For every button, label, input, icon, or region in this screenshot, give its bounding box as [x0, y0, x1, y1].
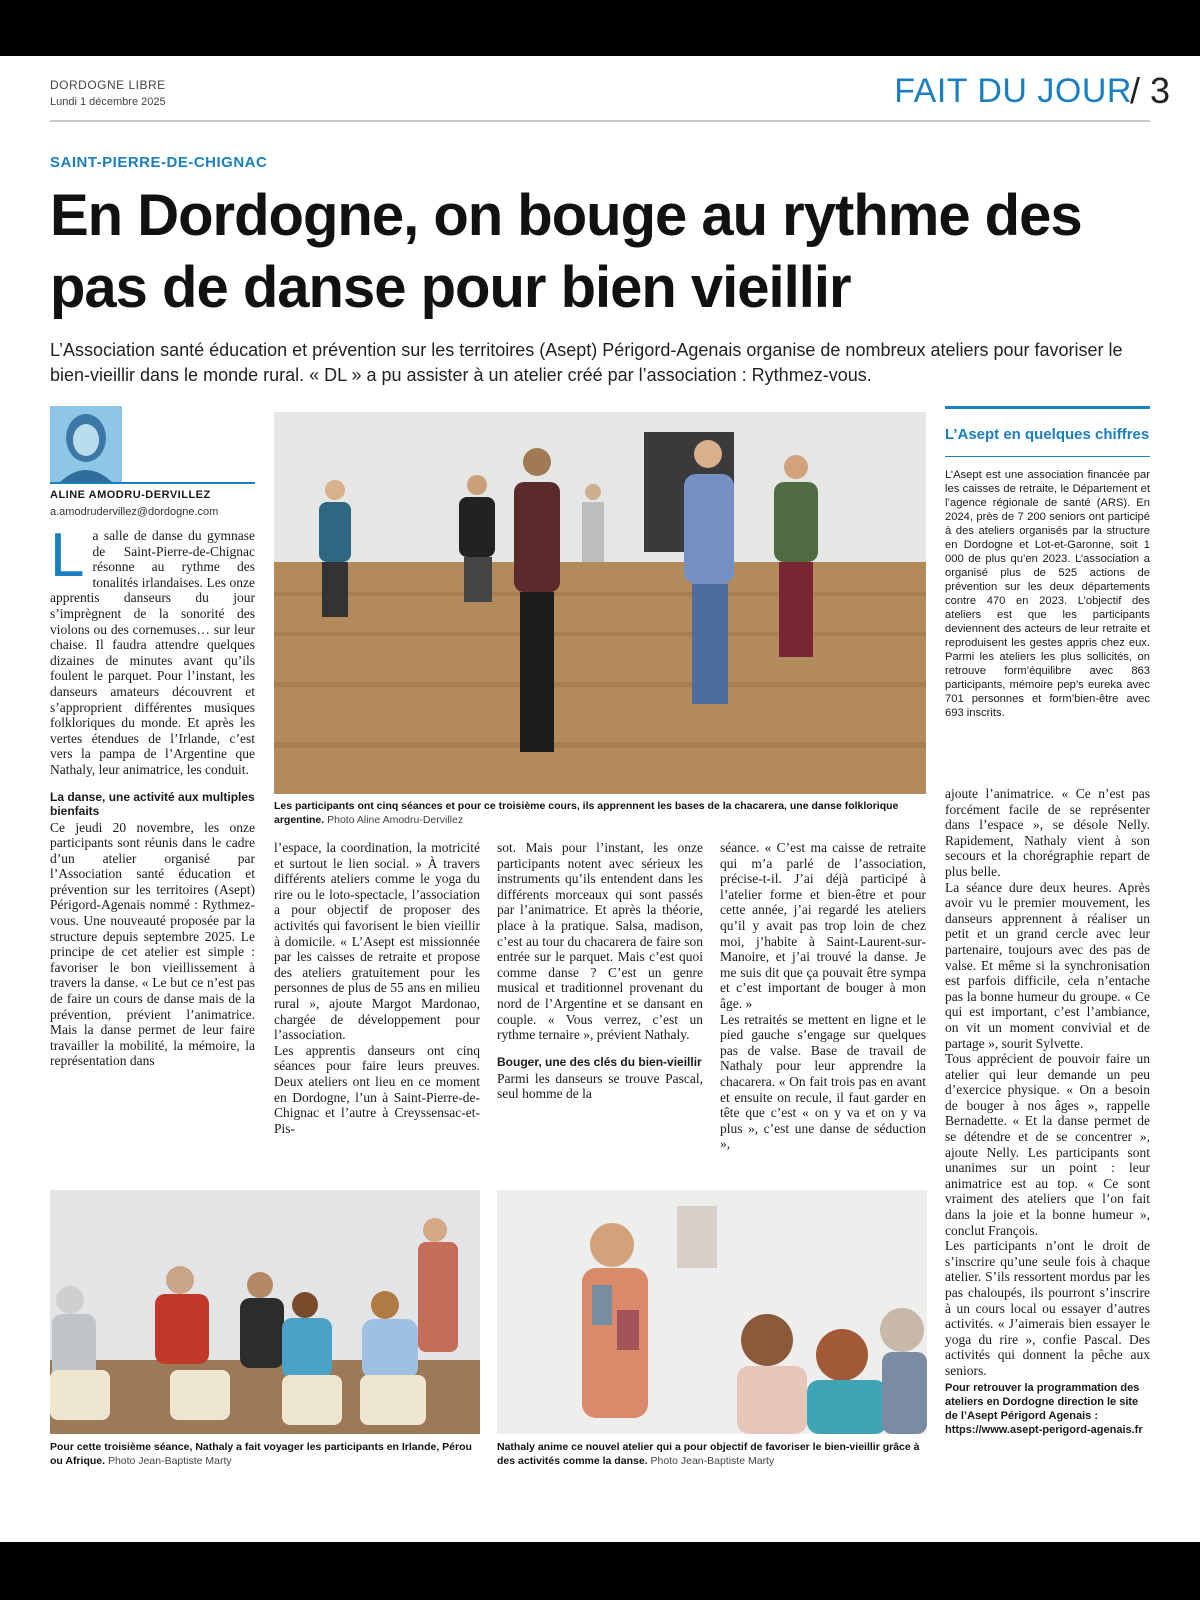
- publication-date: Lundi 1 décembre 2025: [50, 96, 166, 108]
- caption-text: Pour cette troisième séance, Nathaly a fait voyager les participants en Irlande, Pérou ou Afrique.: [50, 1441, 472, 1467]
- article-column-3: [497, 840, 703, 1102]
- sidebar-text: L’Asept est une association financée par les caisses de retraite, le Département et l’agence régionale de santé (ARS). En 2024, près de 7 200 seniors ont participé à des ateliers organisés par la structure en Dordogne et Lot-et-Garonne, soit 1 000 de plus qu’en 2023. L’association a organisé plus de 525 actions de prévention sur les deux départements contre 470 en 2023. L’objectif des ateliers est que les participants deviennent des acteurs de leur retraite et reproduisent les gestes appris chez eux. Parmi les ateliers les plus sollicités, on retrouve form’équilibre avec 863 participants, mémoire pep’s eureka avec 701 personnes et form’bien-être avec 693 inscrits.: [945, 469, 1150, 719]
- article-column-4: [720, 840, 926, 1152]
- author-rule: [50, 482, 255, 484]
- photo-credit: Photo Jean-Baptiste Marty: [107, 1455, 232, 1467]
- article-paragraph: sot. Mais pour l’instant, les onze participants notent avec sérieux les instruments qu’ils entendent dans les différents morceaux qui sont passés par l’animatrice. Et après la théorie, place à la pratique. Salsa, madison, c’est au tour du chacarera de faire son entrée sur le parquet. Mais c’est quoi comme danse ? C’est un genre musical et traditionnel provenant du nord de l’Argentine et se dansant en couple. « Vous verrez, c’est un rythme ternaire », prévient Nathaly.: [497, 840, 703, 1043]
- article-subheading: Bouger, une des clés du bien-vieillir: [497, 1054, 702, 1069]
- article-headline: En Dordogne, on bouge au rythme des pas de danse pour bien vieillir: [50, 183, 1082, 320]
- publication-name: DORDOGNE LIBRE: [50, 78, 166, 92]
- article-paragraph: a salle de danse du gymnase de Saint-Pierre-de-Chignac résonne au rythme des tonalités irlandaises. Les onze apprentis danseurs du jour s’imprègnent de la sonorité des violons ou des cornemuses… sur leur chaise. Il faudra attendre quelques dizaines de minutes avant qu’ils foulent le parquet. Pour l’instant, les danseurs amateurs découvrent et s’approprient différentes musiques folkloriques du monde. Et après les vertes étendues de l’Irlande, c’est vers la pampa de l’Argentine que Nathaly, leur animatrice, les conduit.: [50, 528, 255, 777]
- caption-text: Nathaly anime ce nouvel atelier qui a pour objectif de favoriser le bien-vieillir grâce à des activités comme la danse.: [497, 1441, 920, 1467]
- article-column-5: [945, 786, 1150, 1437]
- right-photo-caption: [497, 1440, 927, 1468]
- newspaper-page: [0, 56, 1200, 1542]
- photo-animator-clapping: [497, 1190, 927, 1434]
- article-paragraph: ajoute l’animatrice. « Ce n’est pas forcément facile de se représenter dans l’espace », se désole Nelly. Rapidement, Nathaly vient à son secours et la chorégraphie repart de plus belle.: [945, 786, 1150, 879]
- article-kicker: SAINT-PIERRE-DE-CHIGNAC: [50, 154, 268, 171]
- article-paragraph: l’espace, la coordination, la motricité et surtout le lien social. » À travers différents ateliers comme le yoga du rire ou le loto-spectacle, l’association a pour objectif de proposer des activités qui favorisent le bien vieillir à domicile. « L’Asept est missionnée par les caisses de retraite et propose des ateliers gratuitement pour les personnes de plus de 55 ans en milieu rural », ajoute Margot Mardonao, chargée de développement pour l’association.: [274, 840, 480, 1043]
- article-paragraph: Tous apprécient de pouvoir faire un atelier qui leur demande un peu d’exercice physique. « On a besoin de bouger à nos âges », rappelle Bernadette. « Et la danse permet de se détendre et de se concentrer », ajoute Nelly. Les participants sont unanimes sur un point : leur animatrice est au top. « Ce sont vraiment des ateliers que l’on fait dans la joie et la bonne humeur », conclut François.: [945, 1051, 1150, 1238]
- masthead-rule: [50, 120, 1150, 122]
- page-number: / 3: [1129, 70, 1170, 111]
- article-column-2: [274, 840, 480, 1136]
- main-photo-caption: [274, 799, 926, 827]
- caption-text: Les participants ont cinq séances et pour ce troisième cours, ils apprennent les bases de la chacarera, une danse folklorique argentine.: [274, 800, 899, 826]
- article-paragraph: Parmi les danseurs se trouve Pascal, seul homme de la: [497, 1070, 703, 1102]
- photo-credit: Photo Jean-Baptiste Marty: [650, 1455, 775, 1467]
- sidebar-top-rule: [945, 406, 1150, 409]
- article-paragraph: Les participants n’ont le droit de s’inscrire qu’une seule fois à chaque atelier. S’ils ressortent mordus par les pas chaloupés, ils pourront s’inscrire à un cours local ou essayer d’autres activités. « J’aimerais bien essayer le yoga du rire », confie Pascal. Des activités qui donnent la pêche aux seniors.: [945, 1238, 1150, 1378]
- author-portrait: [50, 406, 122, 484]
- photo-credit: Photo Aline Amodru-Dervillez: [327, 814, 464, 826]
- section-title: FAIT DU JOUR: [894, 72, 1132, 110]
- sidebar-title: L’Asept en quelques chiffres: [945, 426, 1150, 443]
- author-email: a.amodrudervillez@dordogne.com: [50, 506, 219, 518]
- article-standfirst: L’Association santé éducation et prévention sur les territoires (Asept) Périgord-Agenais organise de nombreux ateliers pour favoriser le bien-vieillir dans le monde rural. « DL » a pu assister à un atelier créé par l’association : Rythmez-vous.: [50, 340, 1123, 385]
- author-name: ALINE AMODRU-DERVILLEZ: [50, 489, 211, 501]
- sidebar-title-rule: [945, 456, 1150, 457]
- article-paragraph: Ce jeudi 20 novembre, les onze participants sont réunis dans le cadre d’un atelier organisé par l’Association santé éducation et prévention sur les territoires (Asept) Périgord-Agenais nommé : Rythmez-vous. Une nouveauté proposée par la structure depuis septembre 2025. Le principe de cet atelier est simple : favoriser le bon vieillissement à travers la danse. « Le but ce n’est pas de faire un cours de danse mais de la prévention, prévient l’animatrice. Mais la danse permet de leur faire travailler la mobilité, la mémoire, la représentation dans: [50, 819, 255, 1069]
- article-paragraph: Les apprentis danseurs ont cinq séances pour faire leurs preuves. Deux ateliers ont lieu en ce moment en Dordogne, l’un à Saint-Pierre-de-Chignac et l’autre à Creyssensac-et-Pis-: [274, 1042, 480, 1136]
- article-subheading: La danse, une activité aux multiples bienfaits: [50, 789, 255, 818]
- drop-cap: L: [50, 521, 85, 590]
- left-photo-caption: [50, 1440, 480, 1468]
- article-paragraph: Les retraités se mettent en ligne et le pied gauche s’engage sur quelques pas de valse. Base de travail de Nathaly pour leur apprendre la chacarera. « On fait trois pas en avant et ensuite on recule, il faut garder en tête que c’est « on y va et on y va plus », c’est une danse de séduction »,: [720, 1011, 926, 1152]
- article-paragraph: La séance dure deux heures. Après avoir vu le premier mouvement, les danseurs apprennent à réaliser un petit et un grand cercle avec leur partenaire, toujours avec des pas de valse. Et même si la synchronisation est parfois difficile, cela n’entache pas la bonne humeur du groupe. « Ce qui est important, c’est l’ambiance, on vit un moment convivial et de partage », sourit Sylvette.: [945, 879, 1150, 1051]
- main-photo-dancers: [274, 412, 926, 794]
- article-footnote: Pour retrouver la programmation des ateliers en Dordogne direction le site de l’Asept Périgord Agenais : https://www.asept-perigord-agenais.fr: [945, 1381, 1143, 1436]
- article-paragraph: séance. « C’est ma caisse de retraite qui m’a parlé de l’association, précise-t-il. J’ai déjà participé à l’atelier forme et bien-être et pour cette année, j’ai regardé les ateliers qu’il y avait pas trop loin de chez moi, j’habite à Saint-Laurent-sur-Manoire, et j’ai trouvé la danse. Je me suis dit que ça pouvait être sympa et c’est important de bouger à mon âge. »: [720, 840, 926, 1011]
- article-column-1: [50, 521, 255, 1069]
- photo-seated-participants: [50, 1190, 480, 1434]
